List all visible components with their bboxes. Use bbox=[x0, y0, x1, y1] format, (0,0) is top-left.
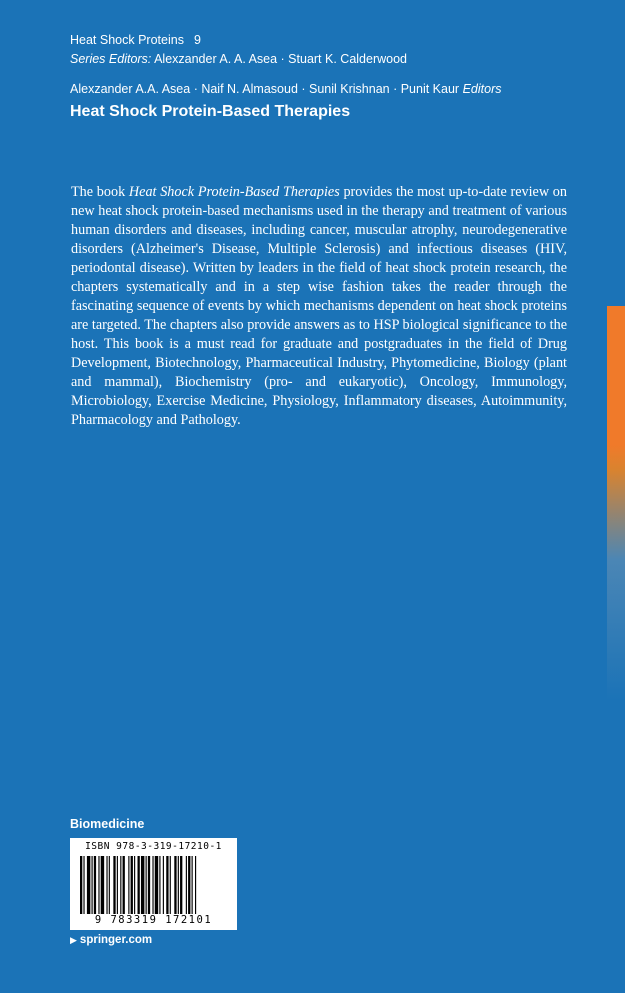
barcode-bar bbox=[134, 856, 135, 914]
barcode-bar bbox=[174, 856, 176, 914]
barcode-bar bbox=[101, 856, 104, 914]
barcode-bar bbox=[163, 856, 164, 914]
isbn-label: ISBN 978-3-319-17210-1 bbox=[85, 841, 222, 852]
barcode-bar bbox=[109, 856, 110, 914]
series-name: Heat Shock Proteins bbox=[70, 33, 184, 47]
series-volume: 9 bbox=[193, 33, 201, 47]
barcode-bar bbox=[141, 856, 144, 914]
publisher-url: springer.com bbox=[79, 934, 153, 946]
barcode-bar bbox=[195, 856, 196, 914]
book-editors-label: Editors bbox=[462, 82, 502, 96]
barcode-bar bbox=[146, 856, 147, 914]
spine-edge-stripe bbox=[607, 0, 625, 993]
barcode-bar bbox=[159, 856, 160, 914]
barcode-bar bbox=[170, 856, 171, 914]
barcode-bar bbox=[87, 856, 90, 914]
barcode-bar bbox=[180, 856, 182, 914]
series-title-line bbox=[70, 33, 201, 47]
barcode-bar bbox=[152, 856, 153, 914]
book-editors-line bbox=[70, 82, 501, 96]
blurb-intro: The book bbox=[71, 184, 129, 200]
barcode-digits: 9 783319 172101 bbox=[94, 914, 213, 926]
barcode-bar bbox=[83, 856, 84, 914]
series-editors-label: Series Editors: bbox=[70, 52, 152, 66]
barcode-bar bbox=[138, 856, 140, 914]
barcode-bar bbox=[131, 856, 133, 914]
barcode-bar bbox=[117, 856, 118, 914]
barcode-bar bbox=[148, 856, 150, 914]
book-editors: Alexzander A.A. Asea · Naif N. Almasoud · Sunil Krishnan · Punit Kaur bbox=[70, 82, 460, 96]
barcode-bar bbox=[106, 856, 107, 914]
barcode-bar bbox=[155, 856, 158, 914]
series-editors: Alexzander A. A. Asea · Stuart K. Calderwood bbox=[154, 52, 407, 66]
blurb-body: provides the most up-to-date review on new heat shock protein-based mechanisms used in the therapy and treatment of various human disorders and diseases, including cancer, muscular atrophy, neurodegenerative disorders (Alzheimer's Disease, Multiple Sclerosis) and infectious diseases (HIV, periodontal disease). Written by leaders in the field of heat shock protein research, the chapters systematically and in a step wise fashion takes the reader through the fascinating sequence of events by which mechanisms dependent on heat shock proteins are targeted. The chapters also provide answers as to HSP biological significance to the host. This book is a must read for graduate and postgraduates in the field of Drug Development, Biotechnology, Pharmaceutical Industry, Phytomedicine, Biology (plant and mammal), Biochemistry (pro- and eukaryotic), Oncology, Immunology, Microbiology, Exercise Medicine, Physiology, Inflammatory diseases, Autoimmunity, Pharmacology and Pathology. bbox=[71, 184, 567, 428]
book-title: Heat Shock Protein-Based Therapies bbox=[70, 103, 351, 120]
triangle-right-icon: ▶ bbox=[70, 935, 77, 945]
barcode-bar bbox=[92, 856, 93, 914]
barcode-bar bbox=[123, 856, 125, 914]
barcode-bar bbox=[192, 856, 193, 914]
barcode-bar bbox=[120, 856, 121, 914]
barcode-bar bbox=[166, 856, 168, 914]
barcode-bar bbox=[186, 856, 187, 914]
subject-label: Biomedicine bbox=[70, 817, 145, 831]
publisher-link[interactable] bbox=[70, 934, 152, 946]
barcode-bars bbox=[80, 856, 227, 914]
series-editors-line bbox=[70, 52, 407, 66]
barcode-bar bbox=[178, 856, 179, 914]
barcode-bar bbox=[128, 856, 129, 914]
barcode-bar bbox=[98, 856, 99, 914]
barcode-bar bbox=[113, 856, 115, 914]
barcode bbox=[70, 838, 237, 930]
barcode-bar bbox=[94, 856, 96, 914]
blurb-paragraph bbox=[71, 183, 567, 430]
blurb-title-italic: Heat Shock Protein-Based Therapies bbox=[128, 184, 340, 200]
barcode-bar bbox=[80, 856, 82, 914]
barcode-bar bbox=[188, 856, 190, 914]
